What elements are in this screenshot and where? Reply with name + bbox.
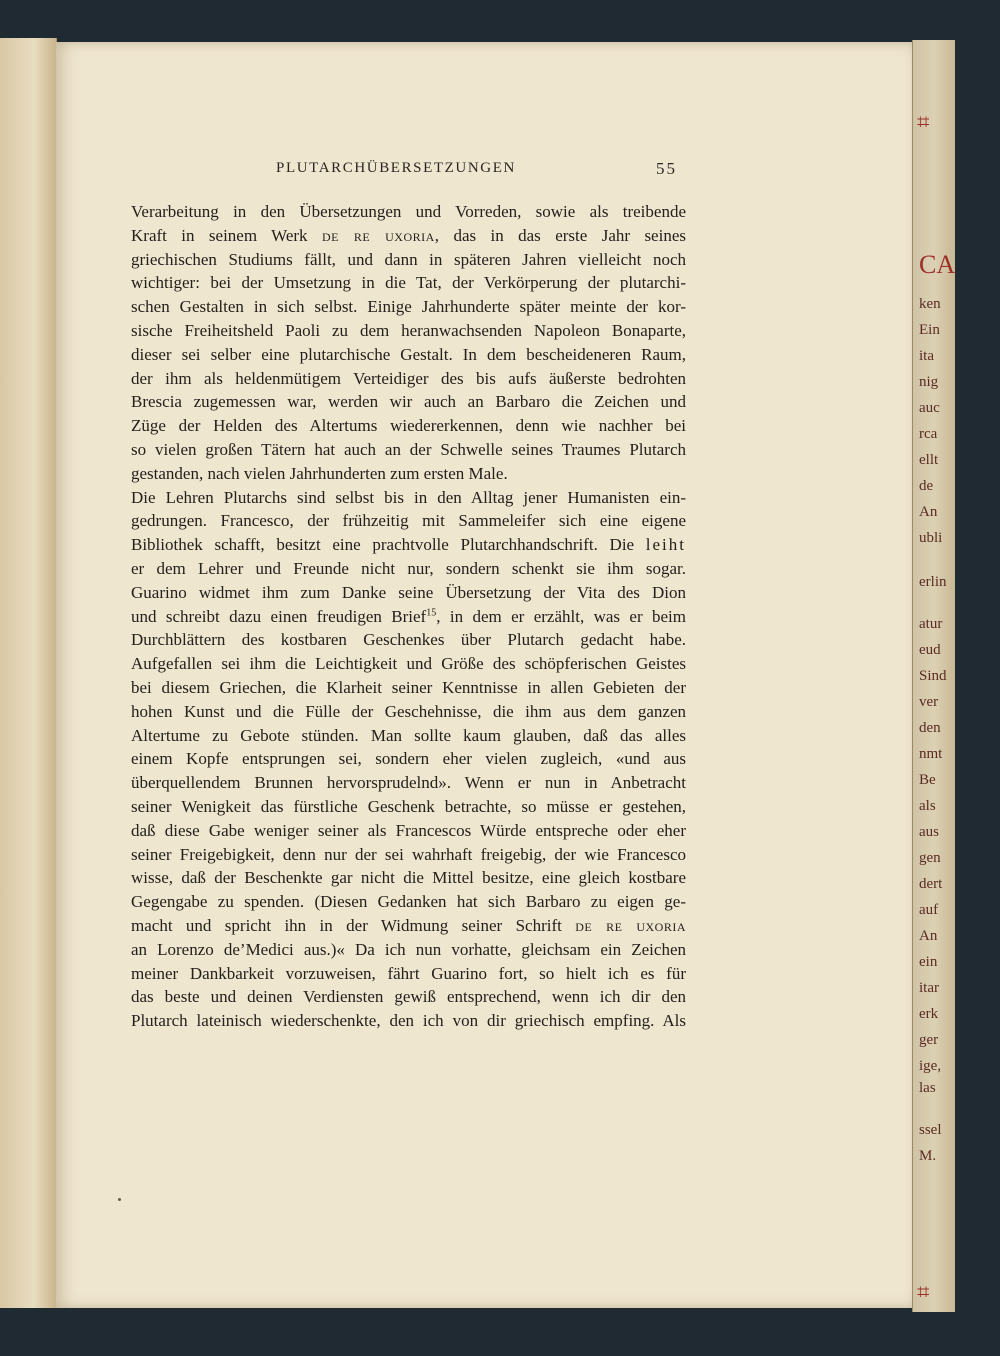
text-run: Guarino widmet ihm zum Danke seine Übersetzung der Vita des Dion bbox=[131, 582, 686, 602]
edge-fragment: las bbox=[919, 1080, 936, 1096]
edge-fragment: nig bbox=[919, 374, 939, 390]
text-run: , das in das erste Jahr seines bbox=[434, 225, 686, 245]
text-run: daß diese Gabe weniger seiner als Francescos Würde entspreche oder eher bbox=[131, 820, 686, 840]
text-run: der ihm als heldenmütigem Verteidiger des bis aufs äußerste bedrohten bbox=[131, 368, 686, 388]
small-caps-title: de re uxoria bbox=[575, 915, 687, 935]
edge-fragment: gen bbox=[919, 850, 941, 866]
edge-fragment: ein bbox=[919, 954, 938, 970]
text-line bbox=[131, 319, 686, 343]
text-line bbox=[131, 486, 686, 510]
text-run: einem Kopfe entsprungen sei, sondern eher vielen zugleich, «und aus bbox=[131, 749, 686, 769]
text-line bbox=[131, 866, 686, 890]
text-run: Altertume zu Gebote stünden. Man sollte kaum glauben, daß das alles bbox=[131, 725, 686, 745]
text-line bbox=[131, 295, 686, 319]
footnote-marker: 15 bbox=[426, 606, 437, 618]
text-run: gestanden, nach vielen Jahrhunderten zum ersten Male. bbox=[131, 463, 508, 483]
edge-fragment: den bbox=[919, 720, 941, 736]
text-line bbox=[131, 700, 686, 724]
text-line bbox=[131, 533, 686, 557]
text-line bbox=[131, 509, 686, 533]
spaced-emphasis: leiht bbox=[645, 535, 686, 555]
edge-fragment: als bbox=[919, 798, 936, 814]
text-line bbox=[131, 343, 686, 367]
edge-fragment: rca bbox=[919, 426, 938, 442]
edge-fragment: ita bbox=[919, 348, 934, 364]
text-line bbox=[131, 462, 686, 486]
text-line bbox=[131, 390, 686, 414]
text-run: meiner Dankbarkeit vorzuweisen, fährt Guarino fort, so hielt ich es für bbox=[131, 963, 686, 983]
text-run: bei diesem Griechen, die Klarheit seiner Kenntnisse in allen Gebieten der bbox=[131, 677, 686, 697]
edge-fragment: ellt bbox=[919, 452, 939, 468]
text-run: er dem Lehrer und Freunde nicht nur, sondern schenkt sie ihm sogar. bbox=[131, 558, 686, 578]
text-run: wichtiger: bei der Umsetzung in die Tat, der Verkörperung der plutarchi- bbox=[131, 273, 686, 293]
edge-fragment: An bbox=[919, 928, 938, 944]
text-line bbox=[131, 914, 686, 938]
text-line bbox=[131, 724, 686, 748]
text-line bbox=[131, 676, 686, 700]
edge-fragment: nmt bbox=[919, 746, 943, 762]
greek-key-ornament-icon: ⌗ bbox=[917, 1280, 930, 1305]
edge-fragment: eud bbox=[919, 642, 941, 658]
text-line bbox=[131, 962, 686, 986]
text-line bbox=[131, 843, 686, 867]
text-line bbox=[131, 248, 686, 272]
edge-fragment: Sind bbox=[919, 668, 947, 684]
text-run: Plutarch lateinisch wiederschenkte, den ich von dir griechisch empfing. Als bbox=[131, 1011, 686, 1031]
text-run: Durchblättern des kostbaren Geschenkes über Plutarch gedacht habe. bbox=[131, 630, 686, 650]
edge-fragment: atur bbox=[919, 616, 943, 632]
text-run: gedrungen. Francesco, der frühzeitig mit Sammeleifer sich eine eigene bbox=[131, 511, 686, 531]
text-line bbox=[131, 1009, 686, 1033]
edge-capitals: CA bbox=[919, 250, 955, 279]
edge-fragment: itar bbox=[919, 980, 939, 996]
text-run: Die Lehren Plutarchs sind selbst bis in den Alltag jener Humanisten ein- bbox=[131, 487, 686, 507]
text-line bbox=[131, 581, 686, 605]
next-page-edge bbox=[912, 40, 955, 1312]
edge-fragment: de bbox=[919, 478, 934, 494]
text-line bbox=[131, 224, 686, 248]
edge-fragment: Be bbox=[919, 772, 936, 788]
text-run: dieser sei selber eine plutarchische Gestalt. In dem bescheideneren Raum, bbox=[131, 344, 686, 364]
edge-fragment: ige, bbox=[919, 1058, 942, 1074]
text-run: Gegengabe zu spenden. (Diesen Gedanken hat sich Barbaro zu eigen ge- bbox=[131, 892, 686, 912]
edge-fragment: erlin bbox=[919, 574, 947, 590]
edge-fragment: ubli bbox=[919, 530, 943, 546]
text-run: überquellendem Brunnen hervorsprudelnd». Wenn er nun in Anbetracht bbox=[131, 773, 686, 793]
text-line bbox=[131, 890, 686, 914]
edge-fragment: An bbox=[919, 504, 938, 520]
edge-fragment: ver bbox=[919, 694, 939, 710]
edge-fragment: ssel bbox=[919, 1122, 942, 1138]
edge-fragment: erk bbox=[919, 1006, 939, 1022]
text-run: Aufgefallen sei ihm die Leichtigkeit und Größe des schöpferischen Geistes bbox=[131, 654, 686, 674]
edge-fragment: ken bbox=[919, 296, 941, 312]
text-run: seiner Freigebigkeit, denn nur der sei wahrhaft freigebig, der wie Francesco bbox=[131, 844, 686, 864]
text-run: so vielen großen Tätern hat auch an der Schwelle seines Traumes Plutarch bbox=[131, 439, 686, 459]
greek-key-ornament-icon: ⌗ bbox=[917, 110, 930, 135]
text-run: Züge der Helden des Altertums wiedererkennen, denn wie nachher bei bbox=[131, 416, 686, 436]
edge-fragment: M. bbox=[919, 1148, 937, 1164]
edge-fragment: auf bbox=[919, 902, 939, 918]
text-run: an Lorenzo de’Medici aus.)« Da ich nun vorhatte, gleichsam ein Zeichen bbox=[131, 939, 686, 959]
text-line bbox=[131, 747, 686, 771]
text-line bbox=[131, 795, 686, 819]
running-title: PLUTARCHÜBERSETZUNGEN bbox=[276, 160, 516, 176]
text-run: griechischen Studiums fällt, und dann in späteren Jahren vielleicht noch bbox=[131, 249, 686, 269]
text-line bbox=[131, 985, 686, 1009]
text-line bbox=[131, 271, 686, 295]
text-run: , in dem er erzählt, was er beim bbox=[436, 606, 686, 626]
text-run: sische Freiheitsheld Paoli zu dem heranwachsenden Napoleon Bonaparte, bbox=[131, 320, 686, 340]
edge-fragment: Ein bbox=[919, 322, 940, 338]
text-run: hohen Kunst und die Fülle der Geschehnisse, die ihm aus dem ganzen bbox=[131, 701, 686, 721]
facing-page-edge bbox=[0, 38, 57, 1308]
running-head bbox=[56, 160, 916, 182]
text-line bbox=[131, 557, 686, 581]
small-caps-title: de re uxoria bbox=[321, 225, 435, 245]
text-line bbox=[131, 605, 686, 629]
text-run: schen Gestalten in sich selbst. Einige Jahrhunderte später meinte der kor- bbox=[131, 297, 686, 317]
text-run: seiner Wenigkeit das fürstliche Geschenk betrachte, so müsse er gestehen, bbox=[131, 796, 686, 816]
text-run: wisse, daß der Beschenkte gar nicht die Mittel besitze, eine gleich kostbare bbox=[131, 868, 686, 888]
text-run: Brescia zugemessen war, werden wir auch an Barbaro die Zeichen und bbox=[131, 392, 686, 412]
text-line bbox=[131, 628, 686, 652]
text-run: Verarbeitung in den Übersetzungen und Vorreden, sowie als treibende bbox=[131, 202, 686, 221]
text-line bbox=[131, 771, 686, 795]
paper-speck bbox=[118, 1198, 121, 1201]
edge-fragment: dert bbox=[919, 876, 943, 892]
edge-fragment: ger bbox=[919, 1032, 939, 1048]
text-line bbox=[131, 367, 686, 391]
text-line bbox=[131, 200, 686, 224]
text-run: Kraft in seinem Werk bbox=[131, 225, 322, 245]
text-run: und schreibt dazu einen freudigen Brief bbox=[131, 606, 427, 626]
text-run: macht und spricht ihn in der Widmung seiner Schrift bbox=[131, 915, 576, 935]
text-run: Bibliothek schafft, besitzt eine prachtvolle Plutarchhandschrift. Die bbox=[131, 535, 646, 555]
page-number: 55 bbox=[656, 159, 677, 178]
text-line bbox=[131, 819, 686, 843]
text-line bbox=[131, 414, 686, 438]
edge-fragment: auc bbox=[919, 400, 940, 416]
text-run: das beste und deinen Verdiensten gewiß entsprechend, wenn ich dir den bbox=[131, 987, 686, 1007]
text-line bbox=[131, 938, 686, 962]
text-line bbox=[131, 438, 686, 462]
edge-fragment: aus bbox=[919, 824, 939, 840]
text-line bbox=[131, 652, 686, 676]
body-text bbox=[131, 200, 686, 1033]
